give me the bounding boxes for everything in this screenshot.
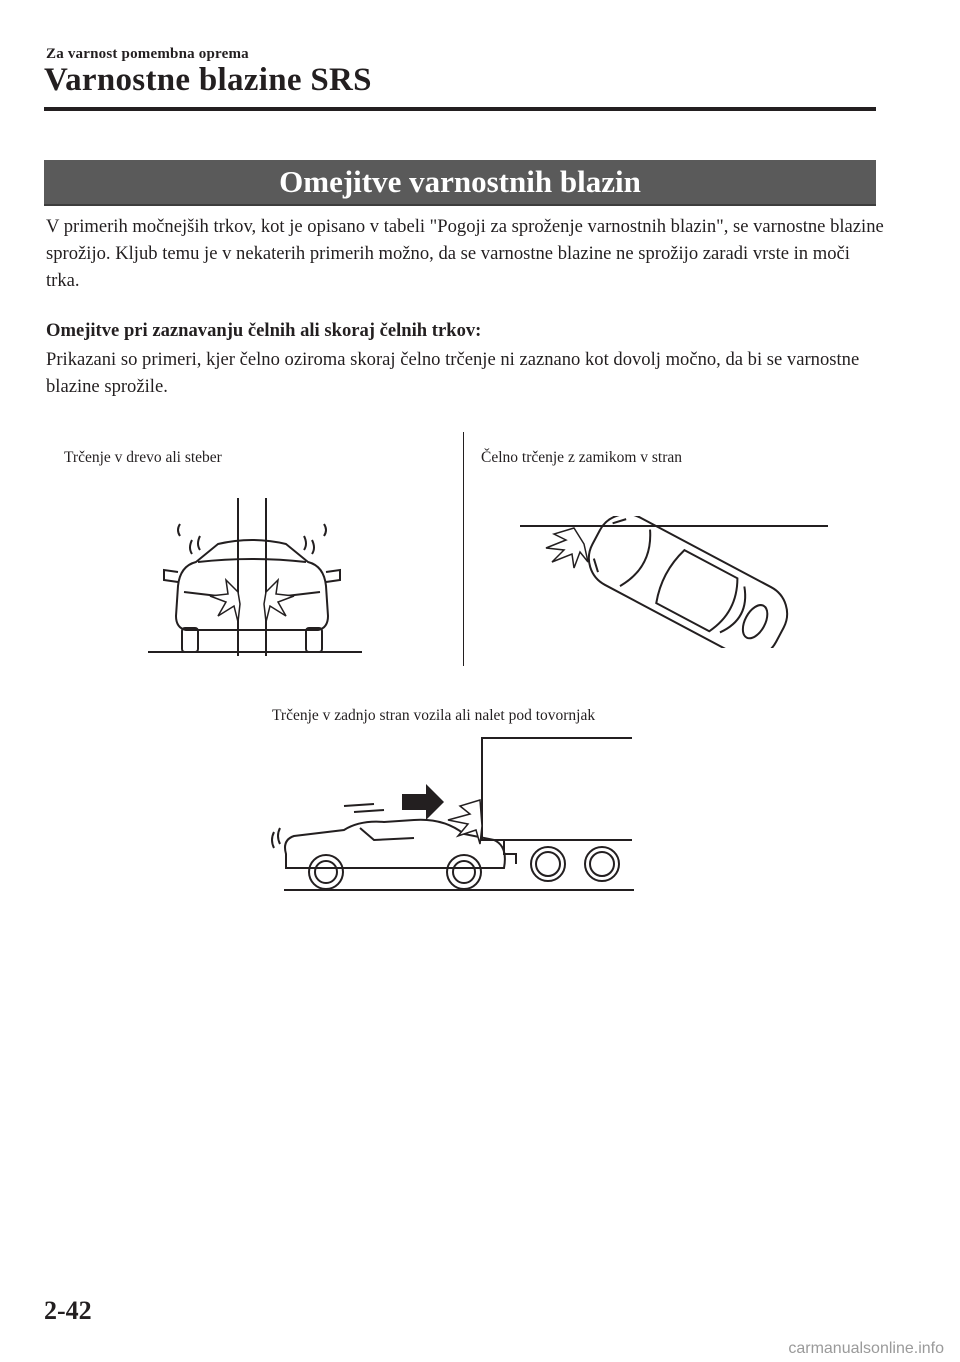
chapter-label: Za varnost pomembna oprema bbox=[46, 46, 249, 62]
page-title: Varnostne blazine SRS bbox=[44, 62, 372, 98]
page-number: 2-42 bbox=[44, 1296, 92, 1325]
intro-paragraph: V primerih močnejših trkov, kot je opisano v tabeli "Pogoji za sproženje varnostnih blazin", se varnostne blazine sprožijo. Kljub temu je v nekaterih primerih možno, da se varnostne blazine ne sprožijo zaradi vrste in moči trka. bbox=[46, 216, 884, 291]
rear-collision-illustration bbox=[264, 736, 636, 894]
subheading-text: Prikazani so primeri, kjer čelno oziroma skoraj čelno trčenje ni zaznano kot dovolj močno, da bi se varnostne blazine sprožile. bbox=[46, 349, 860, 397]
tree-collision-caption: Trčenje v drevo ali steber bbox=[64, 449, 222, 466]
tree-collision-illustration bbox=[148, 496, 364, 660]
offset-collision-caption: Čelno trčenje z zamikom v stran bbox=[481, 449, 683, 466]
subheading: Omejitve pri zaznavanju čelnih ali skoraj čelnih trkov: bbox=[46, 320, 482, 341]
offset-collision-illustration bbox=[518, 516, 830, 648]
rear-collision-caption: Trčenje v zadnjo stran vozila ali nalet pod tovornjak bbox=[272, 707, 596, 724]
watermark: carmanualsonline.info bbox=[788, 1340, 944, 1357]
section-banner: Omejitve varnostnih blazin bbox=[44, 160, 876, 206]
title-rule bbox=[44, 107, 876, 111]
figure-divider bbox=[463, 432, 464, 666]
